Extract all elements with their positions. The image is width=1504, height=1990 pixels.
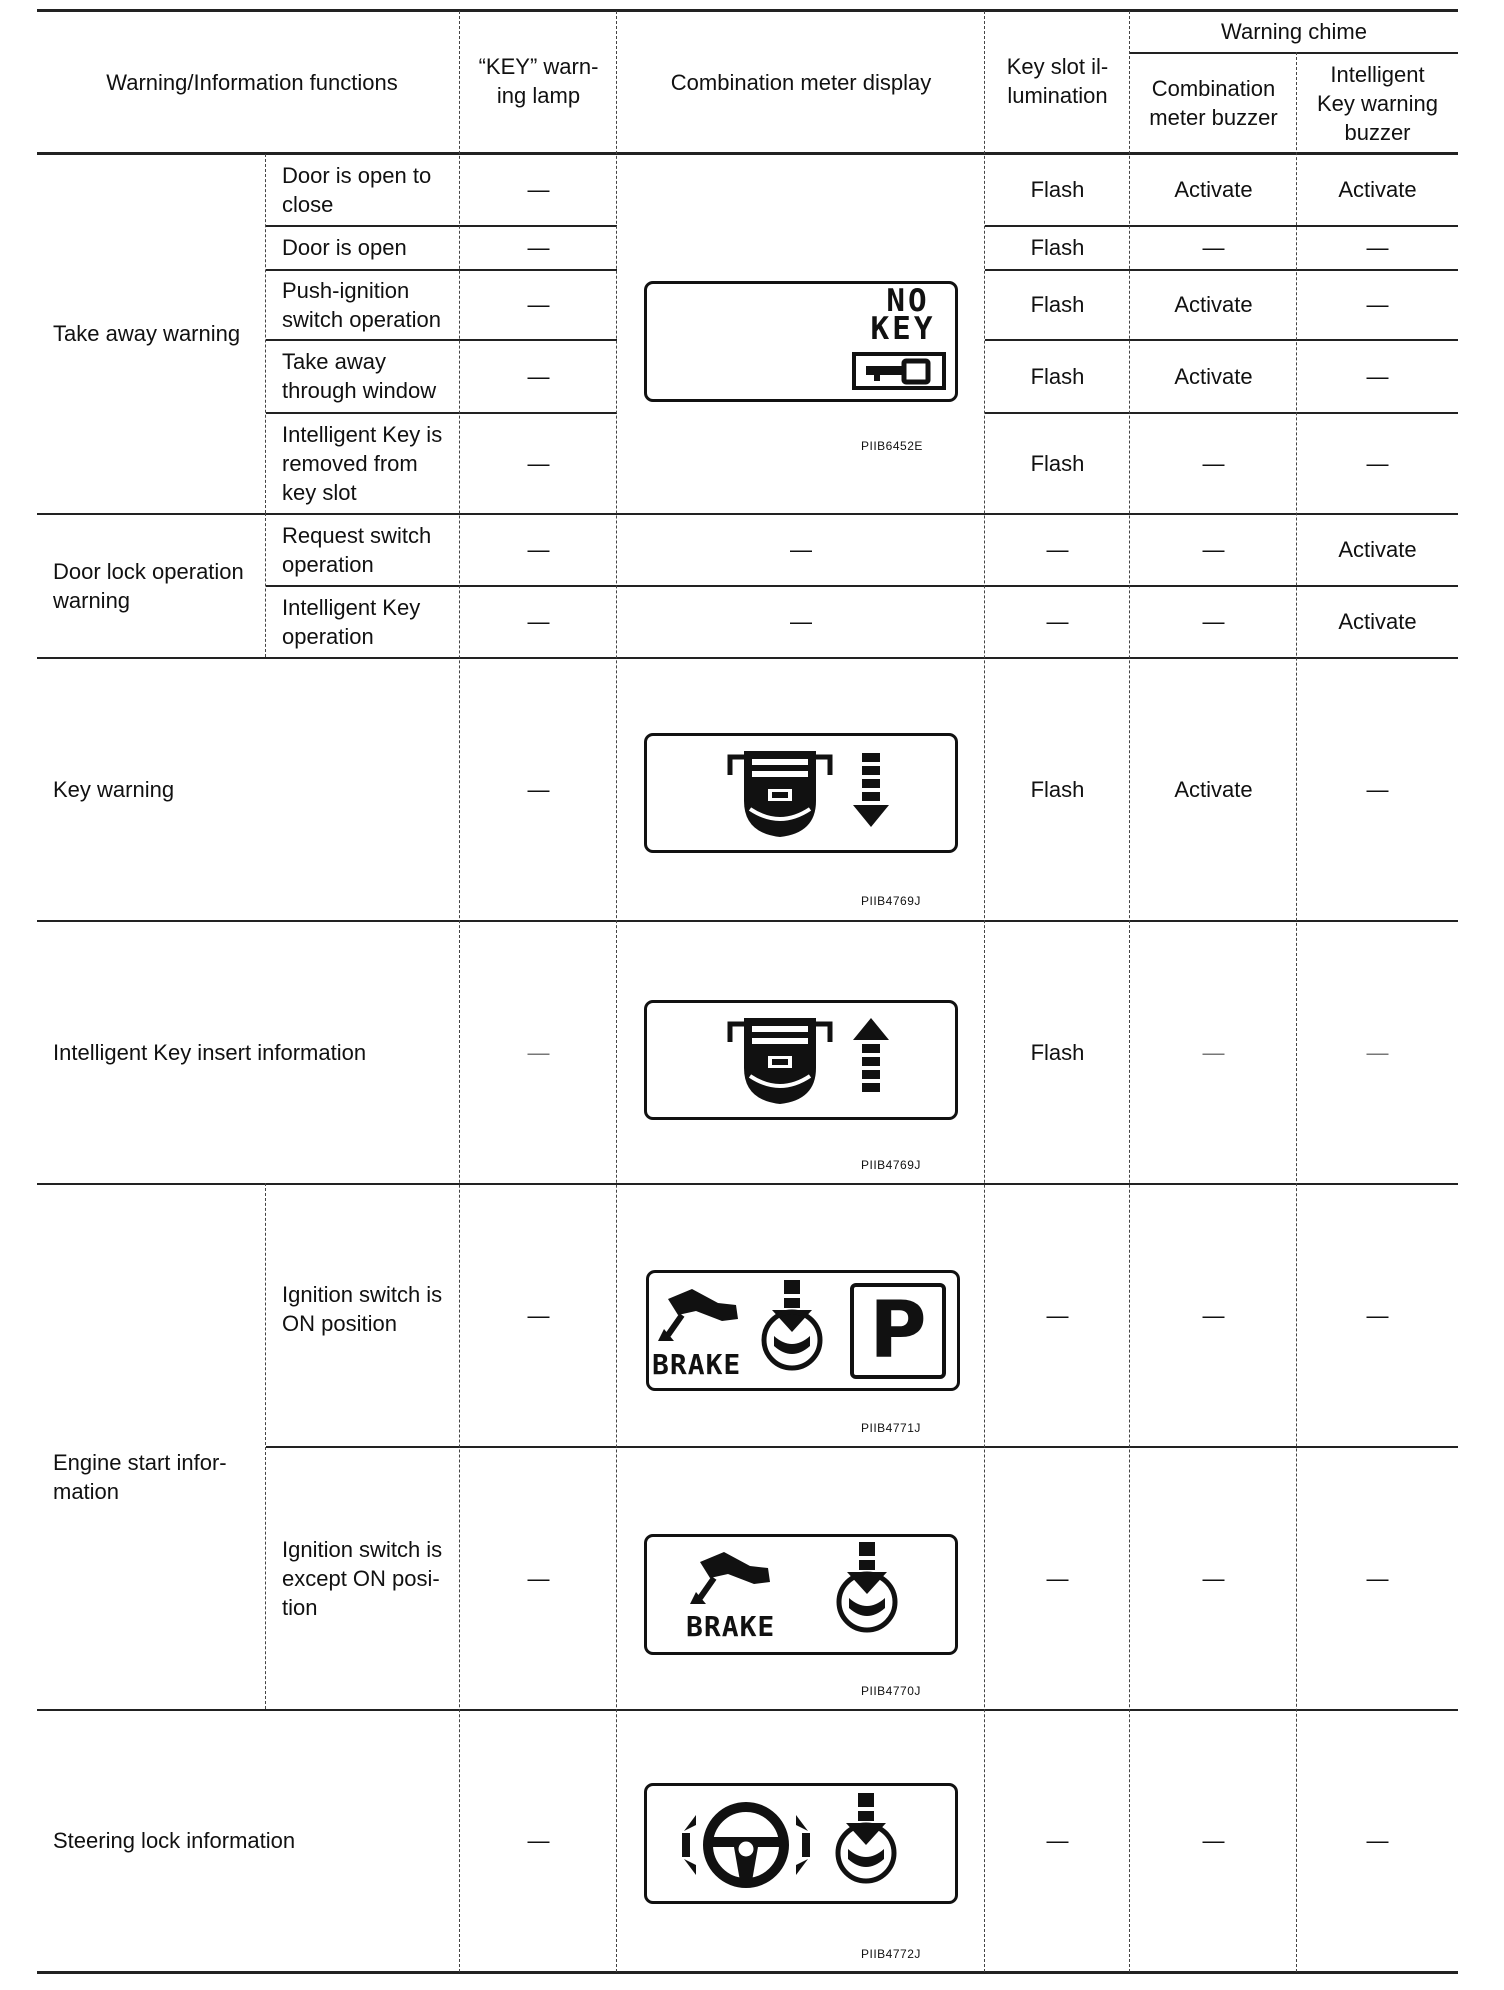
header-key-lamp: “KEY” warn- ing lamp	[478, 54, 599, 108]
ikey-value: —	[1366, 1565, 1389, 1591]
no-key-icon	[852, 352, 948, 392]
buzzer-value: —	[1202, 450, 1225, 476]
key-slot-eject-icon	[724, 745, 894, 845]
buzzer-value: Activate	[1174, 363, 1253, 389]
group-engine-start: Engine start infor- mation	[53, 1449, 227, 1504]
buzzer-value: —	[1202, 1828, 1225, 1853]
slot-value: Flash	[1030, 235, 1085, 260]
slot-value: —	[1046, 537, 1069, 562]
buzzer-value: Activate	[1174, 776, 1253, 802]
lamp-value: —	[527, 537, 550, 562]
slot-value: Flash	[1030, 363, 1085, 389]
buzzer-value: —	[1202, 1565, 1225, 1591]
slot-value: —	[1046, 1828, 1069, 1853]
group-ikey-insert: Intelligent Key insert information	[53, 1039, 367, 1065]
steering-wheel-icon	[676, 1795, 816, 1895]
buzzer-value: Activate	[1174, 292, 1253, 317]
push-button-icon	[835, 1540, 899, 1640]
display-value: —	[790, 537, 812, 562]
push-button-icon	[760, 1278, 824, 1378]
buzzer-value: —	[1202, 537, 1225, 562]
sub-ignition-on: Ignition switch is ON position	[282, 1282, 443, 1336]
header-functions: Warning/Information functions	[106, 69, 398, 95]
slot-value: Flash	[1030, 776, 1085, 802]
sub-ikey-removed: Intelligent Key is removed from key slot	[282, 421, 443, 505]
image-code: PIIB4770J	[861, 1684, 921, 1698]
buzzer-value: —	[1202, 1302, 1225, 1328]
sub-push-ignition: Push-ignition switch operation	[282, 277, 441, 332]
image-code: PIIB4772J	[861, 1947, 921, 1961]
ikey-value: Activate	[1338, 609, 1417, 634]
image-code: PIIB6452E	[861, 439, 923, 453]
ikey-value: —	[1366, 363, 1389, 389]
slot-value: —	[1046, 1302, 1069, 1328]
sub-door-open: Door is open	[282, 235, 407, 260]
lamp-value: —	[527, 609, 550, 634]
ikey-value: —	[1366, 292, 1389, 317]
ikey-value: —	[1366, 235, 1389, 260]
group-key-warning: Key warning	[53, 776, 175, 802]
image-code: PIIB4769J	[861, 1158, 921, 1172]
ikey-value: —	[1366, 776, 1389, 802]
park-p-icon	[850, 1283, 946, 1379]
sub-take-away-window: Take away through window	[282, 349, 437, 403]
header-display: Combination meter display	[670, 69, 932, 95]
ikey-value: —	[1366, 1039, 1389, 1065]
sub-door-open-to-close: Door is open to close	[282, 162, 432, 217]
lamp-value: —	[527, 1039, 550, 1065]
ikey-value: Activate	[1338, 537, 1417, 562]
brake-label: BRAKE	[652, 1348, 742, 1381]
lamp-value: —	[527, 1302, 550, 1328]
display-value: —	[790, 609, 812, 634]
ikey-value: —	[1366, 1302, 1389, 1328]
key-slot-insert-icon	[724, 1012, 894, 1112]
group-door-lock: Door lock operation warning	[53, 558, 244, 613]
slot-value: Flash	[1030, 450, 1085, 476]
buzzer-value: Activate	[1174, 177, 1253, 202]
header-key-slot: Key slot il- lumination	[1006, 54, 1109, 108]
brake-label: BRAKE	[686, 1610, 776, 1643]
image-code: PIIB4771J	[861, 1421, 921, 1435]
lamp-value: —	[527, 177, 550, 202]
group-take-away: Take away warning	[53, 321, 241, 346]
sub-ignition-except-on: Ignition switch is except ON posi- tion	[282, 1536, 443, 1620]
slot-value: —	[1046, 1565, 1069, 1591]
no-key-line2: KEY	[870, 311, 936, 347]
slot-value: —	[1046, 609, 1069, 634]
lamp-value: —	[527, 1828, 550, 1853]
header-warning-chime: Warning chime	[1221, 19, 1367, 44]
brake-pedal-icon	[684, 1548, 774, 1618]
slot-value: Flash	[1030, 1039, 1085, 1065]
lamp-value: —	[527, 450, 550, 476]
group-steering-lock: Steering lock information	[53, 1828, 296, 1853]
sub-request-switch: Request switch operation	[282, 522, 432, 577]
ikey-value: —	[1366, 1828, 1389, 1853]
ikey-value: Activate	[1338, 177, 1417, 202]
lamp-value: —	[527, 363, 550, 389]
sub-ikey-operation: Intelligent Key operation	[282, 594, 421, 649]
slot-value: Flash	[1030, 292, 1085, 317]
brake-pedal-icon	[652, 1285, 742, 1355]
lamp-value: —	[527, 292, 550, 317]
header-meter-buzzer: Combination meter buzzer	[1149, 76, 1278, 130]
slot-value: Flash	[1030, 177, 1085, 202]
buzzer-value: —	[1202, 609, 1225, 634]
no-key-line1: NO	[886, 283, 930, 319]
buzzer-value: —	[1202, 1039, 1225, 1065]
image-code: PIIB4769J	[861, 894, 921, 908]
buzzer-value: —	[1202, 235, 1225, 260]
lamp-value: —	[527, 776, 550, 802]
park-p-label: P	[869, 1286, 927, 1376]
header-ikey-buzzer: Intelligent Key warning buzzer	[1316, 61, 1439, 145]
lamp-value: —	[527, 235, 550, 260]
push-button-icon	[834, 1791, 898, 1891]
table-bottom-border	[37, 1971, 1458, 1974]
lamp-value: —	[527, 1565, 550, 1591]
ikey-value: —	[1366, 450, 1389, 476]
